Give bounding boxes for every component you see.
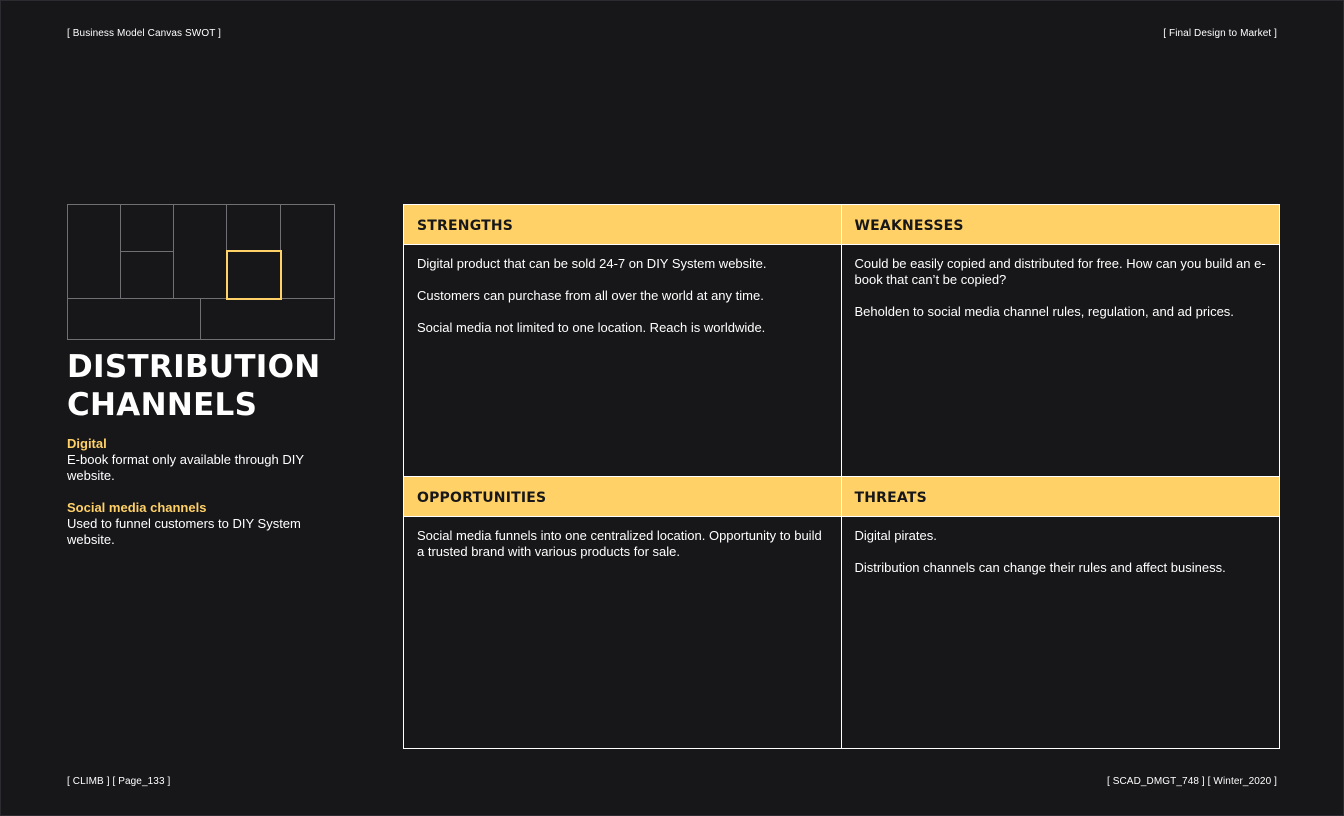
header-right-label: [ Final Design to Market ] [1163, 28, 1277, 39]
bmc-cell-customer-segments [280, 204, 335, 299]
weaknesses-item: Beholden to social media channel rules, regulation, and ad prices. [854, 304, 1234, 319]
strengths-header: STRENGTHS [404, 205, 841, 245]
swot-weaknesses [842, 205, 1280, 477]
bmc-cell-cost-structure [67, 298, 201, 340]
bmc-cell-channels-highlight [226, 250, 282, 300]
bmc-cell-value-propositions [173, 204, 227, 299]
opportunities-body [404, 517, 841, 560]
bmc-cell-customer-relationships [226, 204, 281, 252]
channel-description: E-book format only available through DIY website. [67, 452, 304, 483]
channel-item-digital [67, 436, 337, 484]
footer-left-label: [ CLIMB ] [ Page_133 ] [67, 776, 171, 787]
bmc-cell-revenue-streams [200, 298, 335, 340]
opportunities-item: Social media funnels into one centralized location. Opportunity to build a trusted brand with various products for sale. [417, 527, 822, 559]
weaknesses-body [842, 245, 1280, 320]
strengths-item: Digital product that can be sold 24-7 on DIY System website. [417, 256, 767, 271]
swot-grid [403, 204, 1280, 749]
bmc-cell-key-partners [67, 204, 121, 299]
channel-label: Digital [67, 436, 107, 451]
weaknesses-header: WEAKNESSES [842, 205, 1280, 245]
channel-item-social-media [67, 500, 337, 548]
strengths-item: Customers can purchase from all over the world at any time. [417, 288, 764, 303]
weaknesses-item: Could be easily copied and distributed for free. How can you build an e-book that can’t be copied? [854, 256, 1266, 287]
swot-threats [842, 477, 1280, 749]
bmc-cell-key-activities [120, 204, 174, 252]
business-model-canvas-map [67, 204, 335, 340]
threats-item: Digital pirates. [854, 527, 937, 543]
header-left-label: [ Business Model Canvas SWOT ] [67, 28, 221, 39]
channel-label: Social media channels [67, 500, 207, 515]
swot-strengths [404, 205, 842, 477]
bmc-cell-key-resources [120, 251, 174, 299]
section-title: DISTRIBUTION CHANNELS [67, 349, 321, 423]
footer-right-label: [ SCAD_DMGT_748 ] [ Winter_2020 ] [1106, 776, 1277, 787]
threats-item: Distribution channels can change their rules and affect business. [854, 559, 1226, 575]
threats-header: THREATS [842, 477, 1280, 517]
strengths-body [404, 245, 841, 336]
opportunities-header: OPPORTUNITIES [404, 477, 841, 517]
channel-description: Used to funnel customers to DIY System website. [67, 516, 301, 547]
threats-body [842, 517, 1280, 576]
strengths-item: Social media not limited to one location. Reach is worldwide. [417, 320, 766, 335]
swot-opportunities [404, 477, 842, 749]
